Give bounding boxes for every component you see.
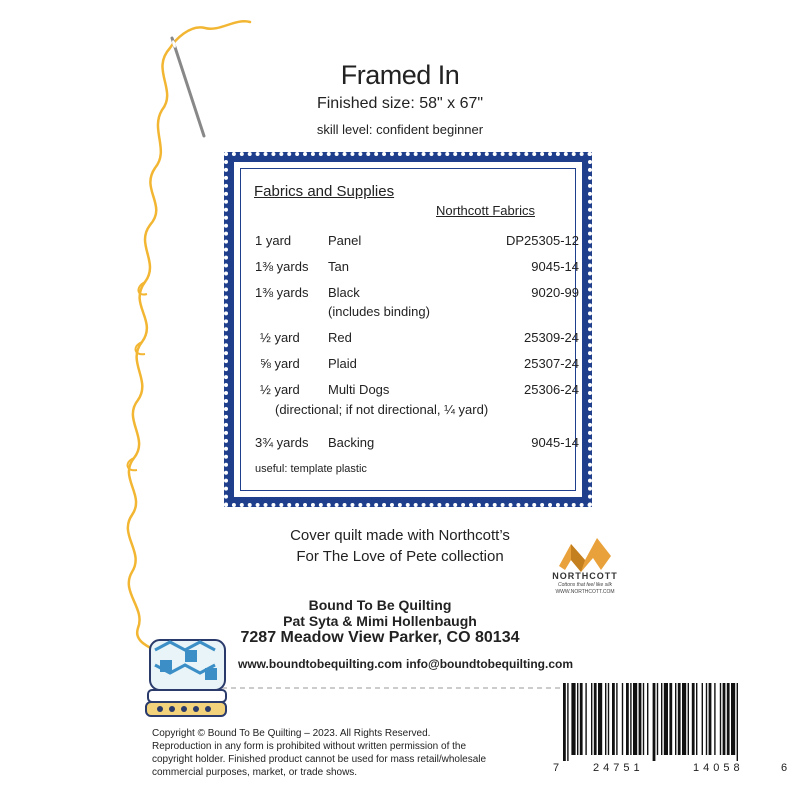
row-name: Red — [328, 330, 352, 345]
loop-detail — [128, 282, 147, 470]
row-name: Black — [328, 285, 360, 300]
row-code: 9045-14 — [531, 435, 579, 450]
row-name: Multi Dogs — [328, 382, 390, 397]
row-code: 9020-99 — [531, 285, 579, 300]
logo-name: NORTHCOTT — [552, 571, 618, 581]
fabric-brand: Northcott Fabrics — [436, 203, 535, 218]
copyright-notice — [152, 727, 542, 779]
row-code: DP25305-12 — [506, 233, 579, 248]
legal-line: commercial purposes, market, or trade shows. — [152, 767, 358, 778]
finished-size: Finished size: 58" x 67" — [316, 95, 484, 112]
useful-note: useful: template plastic — [255, 463, 367, 475]
row-qty: ½ yard — [260, 330, 300, 345]
logo-url: WWW.NORTHCOTT.COM — [555, 589, 615, 595]
row-code: 25309-24 — [524, 330, 579, 345]
row-name: Backing — [328, 435, 375, 450]
row-code: 25306-24 — [524, 382, 579, 397]
row-name: Panel — [328, 233, 362, 248]
row-qty: ⅝ yard — [260, 356, 300, 371]
row-name: Plaid — [328, 356, 357, 371]
website-link[interactable]: www.boundtobequilting.com — [238, 657, 403, 671]
legal-line: Copyright © Bound To Be Quilting – 2023. All Rights Reserved. — [152, 728, 431, 739]
row-qty: 1⅜ yards — [255, 259, 309, 274]
pattern-title: Framed In — [340, 60, 460, 90]
legal-line: copyright holder. Finished product cannot be used for mass retail/wholesale — [152, 754, 487, 765]
row-qty: 1 yard — [255, 233, 292, 248]
fabrics-heading: Fabrics and Supplies — [254, 183, 395, 200]
barcode-icon — [557, 683, 797, 761]
row-code: 25307-24 — [524, 356, 579, 371]
cover-note-line2: For The Love of Pete collection — [296, 548, 504, 565]
dogs-note: (directional; if not directional, ¼ yard) — [275, 402, 489, 417]
row-code: 9045-14 — [531, 259, 579, 274]
barcode-digit-last: 6 — [781, 762, 788, 774]
barcode-digits-left: 24751 — [593, 762, 644, 774]
owners: Pat Syta & Mimi Hollenbaugh — [283, 613, 477, 629]
legal-line: Reproduction in any form is prohibited without written permission of the — [152, 741, 467, 752]
barcode-digit-first: 7 — [553, 762, 560, 774]
black-note: (includes binding) — [328, 304, 430, 319]
email-link[interactable]: info@boundtobequilting.com — [406, 657, 573, 671]
company-name: Bound To Be Quilting — [308, 597, 452, 613]
row-qty: 3¾ yards — [255, 435, 309, 450]
quilt-stack-icon — [146, 640, 226, 716]
cover-note-line1: Cover quilt made with Northcott’s — [290, 527, 510, 544]
logo-tagline: Cottons that feel like silk — [558, 582, 612, 588]
address: 7287 Meadow View Parker, CO 80134 — [240, 629, 520, 646]
row-qty: 1⅜ yards — [255, 285, 309, 300]
skill-level: skill level: confident beginner — [316, 122, 484, 137]
row-name: Tan — [328, 259, 349, 274]
row-qty: ½ yard — [260, 382, 300, 397]
barcode-digits-right: 14058 — [693, 762, 744, 774]
